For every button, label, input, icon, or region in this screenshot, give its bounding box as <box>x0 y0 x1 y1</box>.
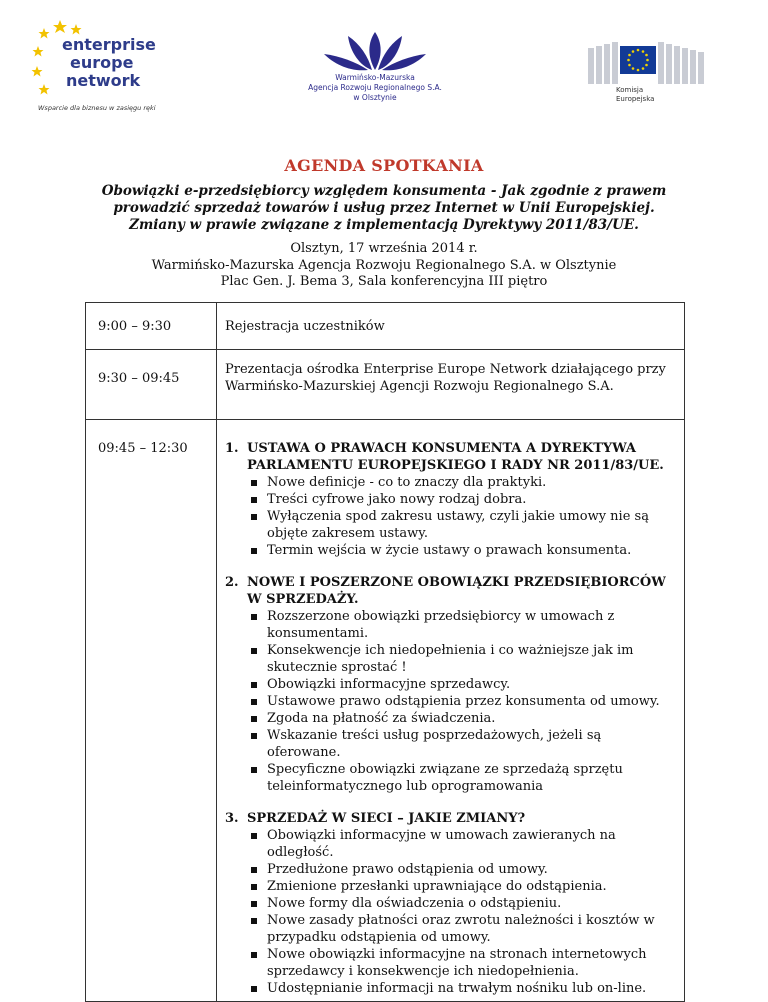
een-word-network: network <box>66 71 141 90</box>
list-item: Obowiązki informacyjne w umowach zawieranych na odległość. <box>247 827 678 861</box>
list-item: Konsekwencje ich niedopełnienia i co ważniejsze jak im skutecznie sprostać ! <box>247 642 678 676</box>
agenda-time: 9:30 – 09:45 <box>86 350 217 420</box>
een-word-enterprise: enterprise <box>62 35 156 54</box>
wm-flower-icon <box>320 30 430 72</box>
list-item: Obowiązki informacyjne sprzedawcy. <box>247 676 678 693</box>
agenda-table <box>85 302 685 1002</box>
enterprise-europe-network-logo <box>30 14 165 124</box>
wm-line-2: Agencja Rozwoju Regionalnego S.A. <box>308 83 442 92</box>
section-number: 3. <box>225 811 239 826</box>
agenda-row <box>86 420 685 1002</box>
list-item: Ustawowe prawo odstąpienia przez konsumenta od umowy. <box>247 693 678 710</box>
list-item: Wskazanie treści usług posprzedażowych, jeżeli są oferowane. <box>247 727 678 761</box>
ec-building-icon <box>588 40 708 85</box>
list-item: Treści cyfrowe jako nowy rodzaj dobra. <box>247 491 678 508</box>
section-bullets <box>225 608 678 795</box>
list-item: Nowe formy dla oświadczenia o odstąpieniu. <box>247 895 678 912</box>
section-heading: USTAWA O PRAWACH KONSUMENTA A DYREKTYWA PARLAMENTU EUROPEJSKIEGO I RADY NR 2011/83/UE. <box>247 441 664 473</box>
list-item: Specyficzne obowiązki związane ze sprzedażą sprzętu teleinformatycznego lub oprogramowania <box>247 761 678 795</box>
meeting-meta <box>96 241 672 291</box>
section-heading: SPRZEDAŻ W SIECI – JAKIE ZMIANY? <box>247 811 526 826</box>
list-item: Nowe zasady płatności oraz zwrotu należności i kosztów w przypadku odstąpienia od umowy. <box>247 912 678 946</box>
wm-agency-name <box>275 73 475 103</box>
meeting-subtitle: Obowiązki e-przedsiębiorcy względem konsumenta - Jak zgodnie z prawem prowadzić sprzedaż towarów i usług przez Internet w Unii Europejskiej. Zmiany w prawie związane z implementacją Dyrektywy 2011/83/UE. <box>101 183 667 233</box>
agenda-time: 9:00 – 9:30 <box>86 303 217 350</box>
wm-line-3: w Olsztynie <box>353 93 397 102</box>
agenda-row <box>86 303 685 350</box>
ec-line-1: Komisja <box>616 86 644 94</box>
agenda-time: 09:45 – 12:30 <box>86 420 217 1002</box>
list-item: Zmienione przesłanki uprawniające do odstąpienia. <box>247 878 678 895</box>
section-bullets <box>225 827 678 997</box>
meeting-organizer: Warmińsko-Mazurska Agencja Rozwoju Regionalnego S.A. w Olsztynie <box>151 257 617 273</box>
list-item: Nowe definicje - co to znaczy dla praktyki. <box>247 474 678 491</box>
section-number: 1. <box>225 441 239 456</box>
wm-line-1: Warmińsko-Mazurska <box>335 73 415 82</box>
agenda-row <box>86 350 685 420</box>
een-word-europe: europe <box>70 53 134 72</box>
wm-agency-logo <box>275 30 475 110</box>
ec-line-2: Europejska <box>616 95 655 103</box>
agenda-activity: Prezentacja ośrodka Enterprise Europe Network działającego przy Warmińsko-Mazurskiej Agencji Rozwoju Regionalnego S.A. <box>217 350 685 420</box>
meeting-address: Plac Gen. J. Bema 3, Sala konferencyjna III piętro <box>220 274 548 289</box>
list-item: Termin wejścia w życie ustawy o prawach konsumenta. <box>247 542 678 559</box>
agenda-activity: Rejestracja uczestników <box>217 303 685 350</box>
agenda-section <box>225 574 678 795</box>
ec-name <box>616 86 654 104</box>
list-item: Nowe obowiązki informacyjne na stronach internetowych sprzedawcy i konsekwencje ich niedopełnienia. <box>247 946 678 980</box>
section-bullets <box>225 474 678 559</box>
een-tagline: Wsparcie dla biznesu w zasięgu ręki <box>38 104 156 112</box>
list-item: Wyłączenia spod zakresu ustawy, czyli jakie umowy nie są objęte zakresem ustawy. <box>247 508 678 542</box>
section-heading: NOWE I POSZERZONE OBOWIĄZKI PRZEDSIĘBIORCÓW W SPRZEDAŻY. <box>247 575 666 607</box>
agenda-sections <box>217 420 685 1002</box>
section-number: 2. <box>225 575 239 590</box>
list-item: Przedłużone prawo odstąpienia od umowy. <box>247 861 678 878</box>
list-item: Rozszerzone obowiązki przedsiębiorcy w umowach z konsumentami. <box>247 608 678 642</box>
list-item: Zgoda na płatność za świadczenia. <box>247 710 678 727</box>
european-commission-logo <box>588 40 708 110</box>
agenda-section <box>225 440 678 559</box>
list-item: Udostępnianie informacji na trwałym nośniku lub on-line. <box>247 980 678 997</box>
meeting-date: Olsztyn, 17 września 2014 r. <box>290 241 478 256</box>
page-title: AGENDA SPOTKANIA <box>284 156 484 175</box>
agenda-section <box>225 810 678 997</box>
